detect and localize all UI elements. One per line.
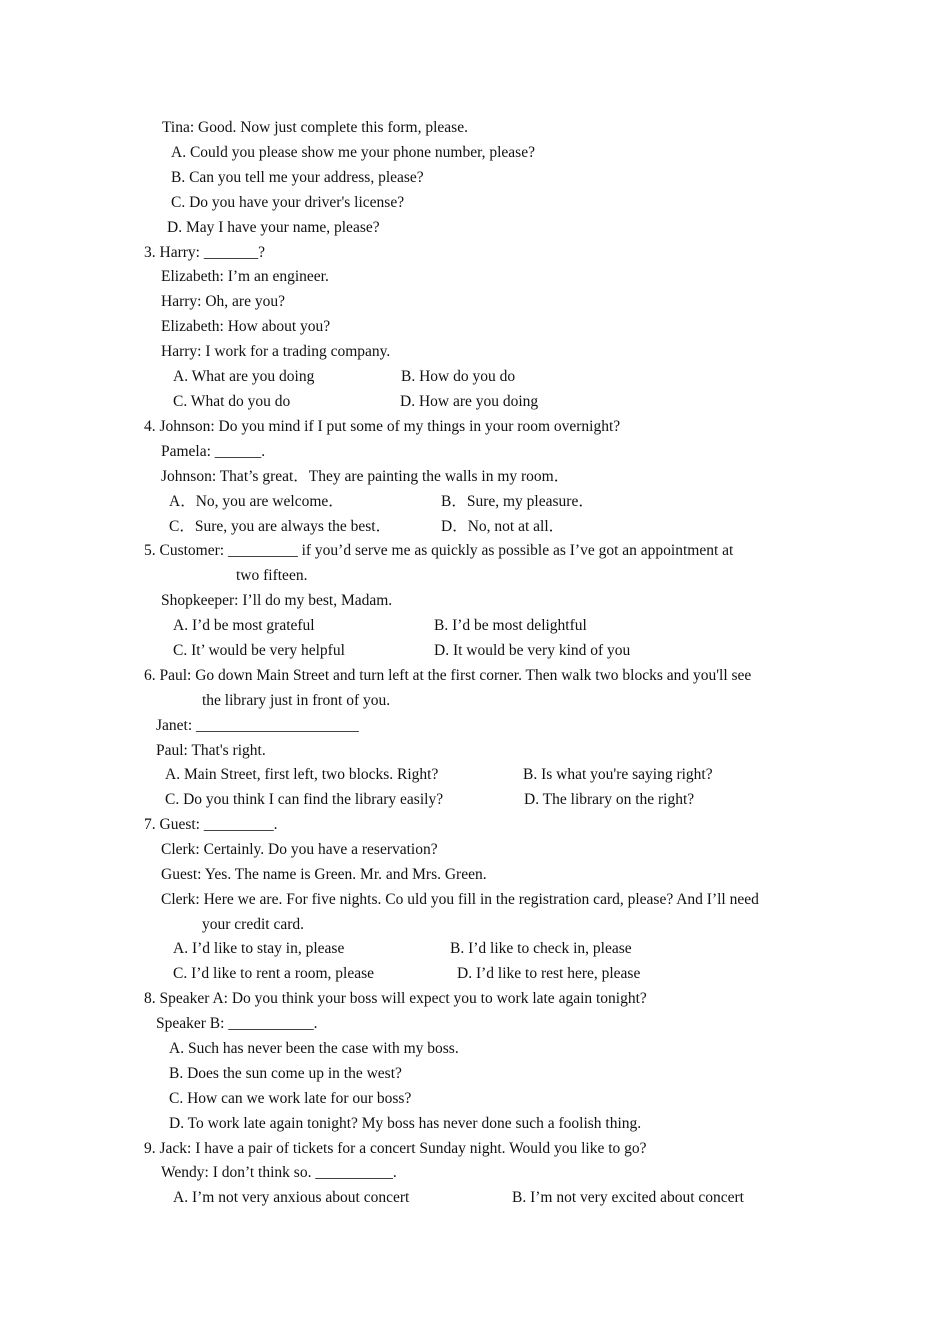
option-a: A. I’d be most grateful bbox=[173, 617, 315, 634]
option-b: B. I’m not very excited about concert bbox=[512, 1189, 744, 1206]
dialogue-line: Elizabeth: How about you? bbox=[161, 318, 331, 335]
option-a: A. Could you please show me your phone number, please? bbox=[171, 144, 535, 161]
option-d: D. I’d like to rest here, please bbox=[457, 965, 641, 982]
option-b: B. Does the sun come up in the west? bbox=[169, 1065, 402, 1082]
option-b: B. I’d like to check in, please bbox=[450, 940, 632, 957]
option-d: D. The library on the right? bbox=[524, 791, 695, 808]
option-a: A. Main Street, first left, two blocks. Right? bbox=[165, 766, 439, 783]
dialogue-line: Clerk: Here we are. For five nights. Co uld you fill in the registration card, please? And I’ll need bbox=[161, 891, 759, 908]
option-c: C. It’ would be very helpful bbox=[173, 642, 345, 659]
dialogue-line: Janet: _____________________ bbox=[156, 717, 359, 734]
dialogue-line: Paul: That's right. bbox=[156, 742, 266, 759]
dialogue-line: Johnson: That’s great．They are painting the walls in my room． bbox=[161, 468, 570, 485]
question-6-continuation: the library just in front of you. bbox=[202, 692, 391, 709]
option-d: D. May I have your name, please? bbox=[167, 219, 380, 236]
option-a: A. I’d like to stay in, please bbox=[173, 940, 345, 957]
question-3: 3. Harry: _______? bbox=[144, 244, 265, 261]
option-b: B．Sure, my pleasure． bbox=[441, 493, 594, 510]
question-5: 5. Customer: _________ if you’d serve me as quickly as possible as I’ve got an appointment at bbox=[144, 542, 734, 559]
dialogue-continuation: your credit card. bbox=[202, 916, 304, 933]
dialogue-line: Tina: Good. Now just complete this form, please. bbox=[162, 119, 468, 136]
option-c: C. What do you do bbox=[173, 393, 291, 410]
option-d: D. How are you doing bbox=[400, 393, 539, 410]
dialogue-line: Speaker B: ___________. bbox=[156, 1015, 318, 1032]
dialogue-line: Shopkeeper: I’ll do my best, Madam. bbox=[161, 592, 393, 609]
option-c: C．Sure, you are always the best． bbox=[169, 518, 392, 535]
question-5-continuation: two fifteen. bbox=[236, 567, 308, 584]
option-b: B. Can you tell me your address, please? bbox=[171, 169, 424, 186]
question-7: 7. Guest: _________. bbox=[144, 816, 278, 833]
question-4: 4. Johnson: Do you mind if I put some of my things in your room overnight? bbox=[144, 418, 621, 435]
dialogue-line: Elizabeth: I’m an engineer. bbox=[161, 268, 329, 285]
option-c: C. Do you think I can find the library easily? bbox=[165, 791, 444, 808]
option-a: A. I’m not very anxious about concert bbox=[173, 1189, 410, 1206]
option-b: B. Is what you're saying right? bbox=[523, 766, 713, 783]
option-c: C. I’d like to rent a room, please bbox=[173, 965, 375, 982]
option-d: D. It would be very kind of you bbox=[434, 642, 631, 659]
question-8: 8. Speaker A: Do you think your boss will expect you to work late again tonight? bbox=[144, 990, 647, 1007]
dialogue-line: Pamela: ______. bbox=[161, 443, 266, 460]
option-a: A．No, you are welcome． bbox=[169, 493, 344, 510]
option-b: B. I’d be most delightful bbox=[434, 617, 587, 634]
option-b: B. How do you do bbox=[401, 368, 516, 385]
dialogue-line: Harry: Oh, are you? bbox=[161, 293, 285, 310]
dialogue-line: Clerk: Certainly. Do you have a reservation? bbox=[161, 841, 438, 858]
question-9: 9. Jack: I have a pair of tickets for a concert Sunday night. Would you like to go? bbox=[144, 1140, 647, 1157]
dialogue-line: Guest: Yes. The name is Green. Mr. and Mrs. Green. bbox=[161, 866, 487, 883]
option-c: C. How can we work late for our boss? bbox=[169, 1090, 412, 1107]
option-c: C. Do you have your driver's license? bbox=[171, 194, 405, 211]
option-a: A. What are you doing bbox=[173, 368, 315, 385]
dialogue-line: Harry: I work for a trading company. bbox=[161, 343, 391, 360]
option-d: D．No, not at all． bbox=[441, 518, 565, 535]
option-a: A. Such has never been the case with my boss. bbox=[169, 1040, 459, 1057]
dialogue-line: Wendy: I don’t think so. __________. bbox=[161, 1164, 397, 1181]
option-d: D. To work late again tonight? My boss has never done such a foolish thing. bbox=[169, 1115, 642, 1132]
question-6: 6. Paul: Go down Main Street and turn left at the first corner. Then walk two blocks and you'll see bbox=[144, 667, 752, 684]
